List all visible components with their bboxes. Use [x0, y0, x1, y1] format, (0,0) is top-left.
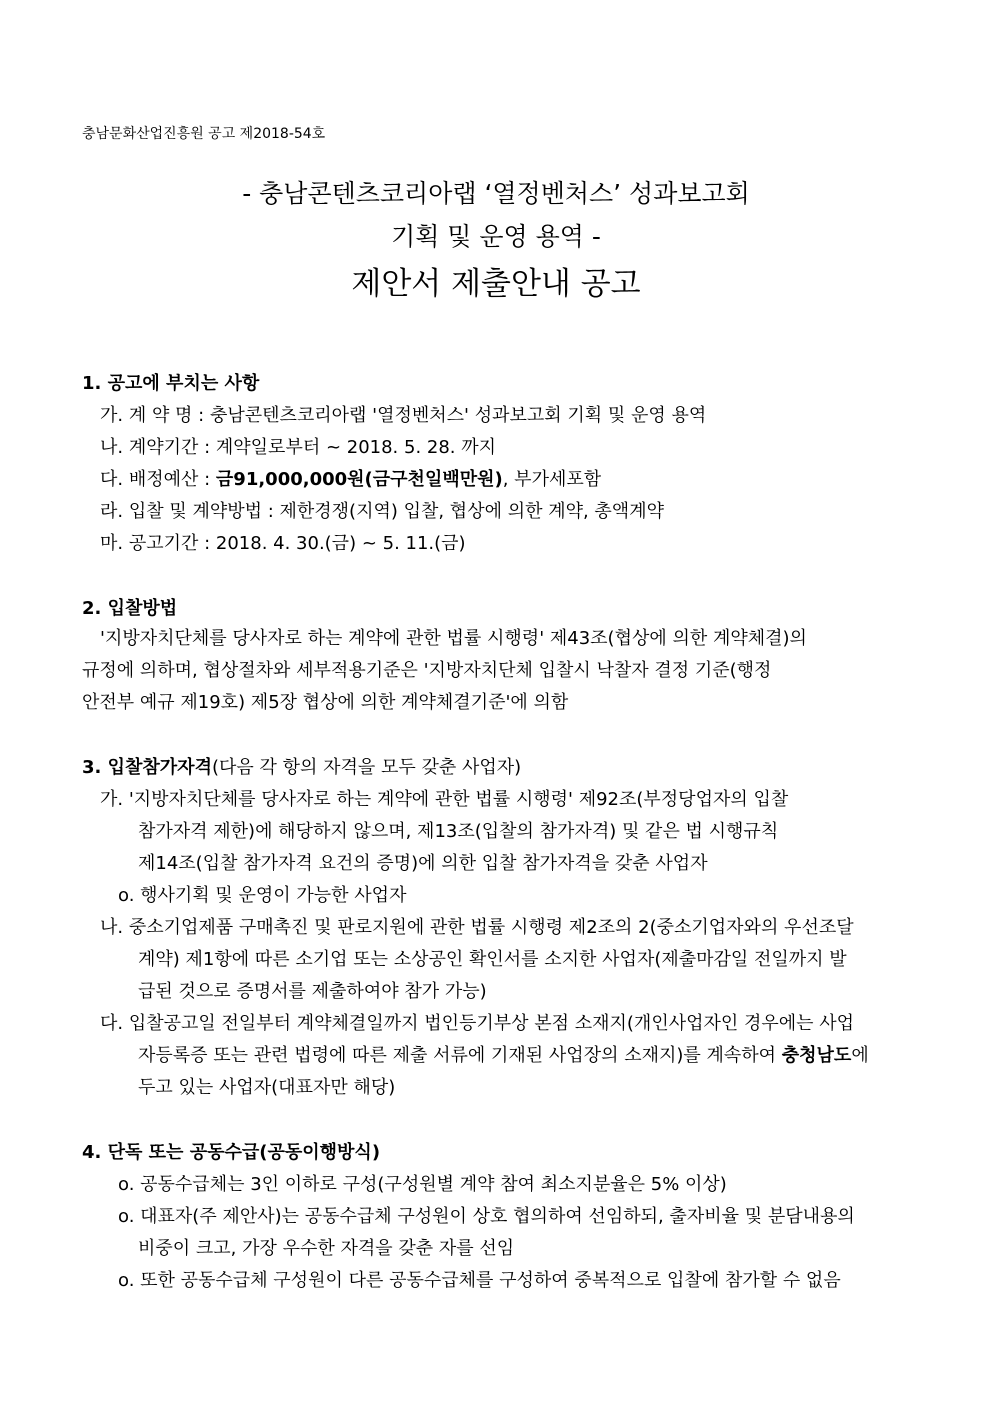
section-3-na-line: 계약) 제1항에 따른 소기업 또는 소상공인 확인서를 소지한 사업자(제출마감일 전일까지 발	[138, 949, 847, 970]
section-3-heading-text: 3. 입찰참가자격	[82, 757, 212, 778]
section-3-heading-sub: (다음 각 항의 자격을 모두 갖춘 사업자)	[211, 757, 522, 778]
section-3-na-line: 나. 중소기업제품 구매촉진 및 판로지원에 관한 법률 시행령 제2조의 2(중소기업자와의 우선조달	[100, 917, 854, 938]
section-1-item-ra: 라. 입찰 및 계약방법 : 제한경쟁(지역) 입찰, 협상에 의한 계약, 총액계약	[100, 501, 664, 522]
title-line-2: 기획 및 운영 용역 -	[391, 222, 601, 251]
section-4-bullet: o. 공동수급체는 3인 이하로 구성(구성원별 계약 참여 최소지분율은 5% 이상)	[118, 1174, 727, 1195]
section-1-item-na: 나. 계약기간 : 계약일로부터 ~ 2018. 5. 28. 까지	[100, 437, 497, 458]
title-line-1: - 충남콘텐츠코리아랩 ‘열정벤처스’ 성과보고회	[242, 179, 750, 208]
section-1-heading: 1. 공고에 부치는 사항	[82, 373, 260, 394]
section-3-da-line: 두고 있는 사업자(대표자만 해당)	[138, 1077, 396, 1098]
section-3-heading	[82, 757, 521, 779]
section-3-ga-line: 가. '지방자치단체를 당사자로 하는 계약에 관한 법률 시행령' 제92조(부정당업자의 입찰	[100, 789, 789, 810]
section-1-item-da	[100, 469, 601, 491]
budget-note: , 부가세포함	[502, 469, 602, 490]
section-3-ga-line: 참가자격 제한)에 해당하지 않으며, 제13조(입찰의 참가자격) 및 같은 법 시행규칙	[138, 821, 779, 842]
section-3-ga-bullet: o. 행사기획 및 운영이 가능한 사업자	[118, 885, 407, 906]
section-2-line: '지방자치단체를 당사자로 하는 계약에 관한 법률 시행령' 제43조(협상에 의한 계약체결)의	[100, 628, 807, 649]
budget-amount: 금91,000,000원(금구천일백만원)	[215, 469, 503, 490]
page-title: 제안서 제출안내 공고	[351, 266, 641, 302]
section-4-bullet-cont: 비중이 크고, 가장 우수한 자격을 갖춘 자를 선임	[138, 1238, 515, 1259]
section-4-heading: 4. 단독 또는 공동수급(공동이행방식)	[82, 1142, 381, 1163]
region-name: 충청남도	[781, 1045, 852, 1066]
section-1-item-ma: 마. 공고기간 : 2018. 4. 30.(금) ~ 5. 11.(금)	[100, 533, 466, 554]
notice-number: 충남문화산업진흥원 공고 제2018-54호	[82, 126, 326, 142]
section-3-da-text: 자등록증 또는 관련 법령에 따른 제출 서류에 기재된 사업장의 소재지)를 계속하여	[138, 1045, 782, 1066]
section-1-item-ga: 가. 계 약 명 : 충남콘텐츠코리아랩 '열정벤처스' 성과보고회 기획 및 운영 용역	[100, 405, 707, 426]
section-3-da-line: 다. 입찰공고일 전일부터 계약체결일까지 법인등기부상 본점 소재지(개인사업자인 경우에는 사업	[100, 1013, 855, 1034]
section-3-ga-line: 제14조(입찰 참가자격 요건의 증명)에 의한 입찰 참가자격을 갖춘 사업자	[138, 853, 708, 874]
section-4-bullet: o. 또한 공동수급체 구성원이 다른 공동수급체를 구성하여 중복적으로 입찰에 참가할 수 없음	[118, 1270, 841, 1291]
section-3-na-line: 급된 것으로 증명서를 제출하여야 참가 가능)	[138, 981, 487, 1002]
section-2-heading: 2. 입찰방법	[82, 598, 178, 619]
section-3-da-line	[138, 1045, 869, 1067]
section-3-da-tail: 에	[851, 1045, 869, 1066]
section-2-line: 안전부 예규 제19호) 제5장 협상에 의한 계약체결기준'에 의함	[82, 692, 569, 713]
section-2-line: 규정에 의하며, 협상절차와 세부적용기준은 '지방자치단체 입찰시 낙찰자 결정 기준(행정	[82, 660, 772, 681]
budget-label: 다. 배정예산 :	[100, 469, 216, 490]
section-4-bullet: o. 대표자(주 제안사)는 공동수급체 구성원이 상호 협의하여 선임하되, 출자비율 및 분담내용의	[118, 1206, 855, 1227]
